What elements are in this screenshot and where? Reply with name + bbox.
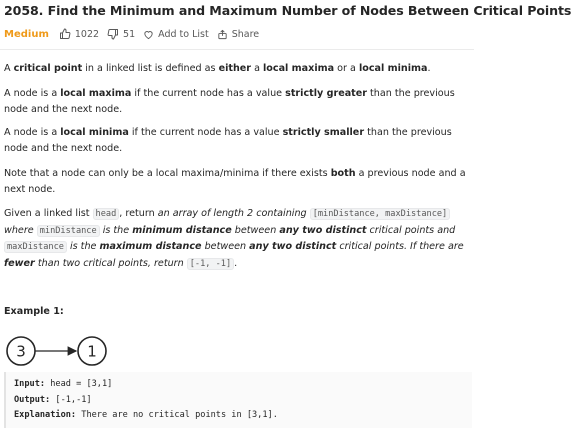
thumbs-down-icon [107,28,119,40]
dislike-count: 51 [123,28,136,40]
like-button[interactable] [59,28,99,40]
dislike-button[interactable] [107,28,135,40]
definition-paragraph: A critical point in a linked list is defined as either a local maxima or a local minima. [4,63,431,74]
problem-meta-bar [4,27,267,41]
example-title: Example 1: [4,306,64,317]
add-to-list-button[interactable] [143,29,209,40]
local-minima-paragraph: A node is a local minima if the current node has a value strictly smaller than the previous node and the next node. [4,127,452,155]
share-button[interactable] [217,29,259,40]
linked-list-diagram [0,335,120,369]
list-node-value: 3 [16,342,26,361]
like-count: 1022 [74,28,100,40]
example-input-line: Input: head = [3,1] [14,379,113,389]
header-divider [0,49,474,50]
share-icon [217,29,228,40]
list-node-value: 1 [87,342,97,361]
problem-title: 2058. Find the Minimum and Maximum Number of Nodes Between Critical Points [4,3,571,18]
inline-code: head [93,208,120,220]
share-label: Share [231,28,260,40]
inline-code: minDistance [37,225,100,237]
local-maxima-paragraph: A node is a local maxima if the current node has a value strictly greater than the previous node and the next node. [4,88,455,116]
example-io-block [4,372,472,428]
heart-icon [143,29,154,40]
inline-code: maxDistance [4,241,67,253]
inline-code: [minDistance, maxDistance] [310,208,451,220]
task-paragraph: Given a linked list head , return an array of length 2 containing [minDistance, maxDistance] where minDistance is the minimum distance between any two distinct critical points and maxDistance is the maximum distance between any two distinct critical points. If there are fewer than two critical points, return [-1, -1] . [4,208,464,269]
inline-code: [-1, -1] [187,258,234,270]
example-output-line: Output: [-1,-1] [14,394,92,405]
note-paragraph: Note that a node can only be a local maxima/minima if there exists both a previous node and a next node. [4,168,466,196]
thumbs-up-icon [59,28,71,40]
example-explanation-line: Explanation: There are no critical points in [3,1]. [14,410,278,421]
difficulty-badge: Medium [4,28,49,40]
add-to-list-label: Add to List [158,28,209,40]
